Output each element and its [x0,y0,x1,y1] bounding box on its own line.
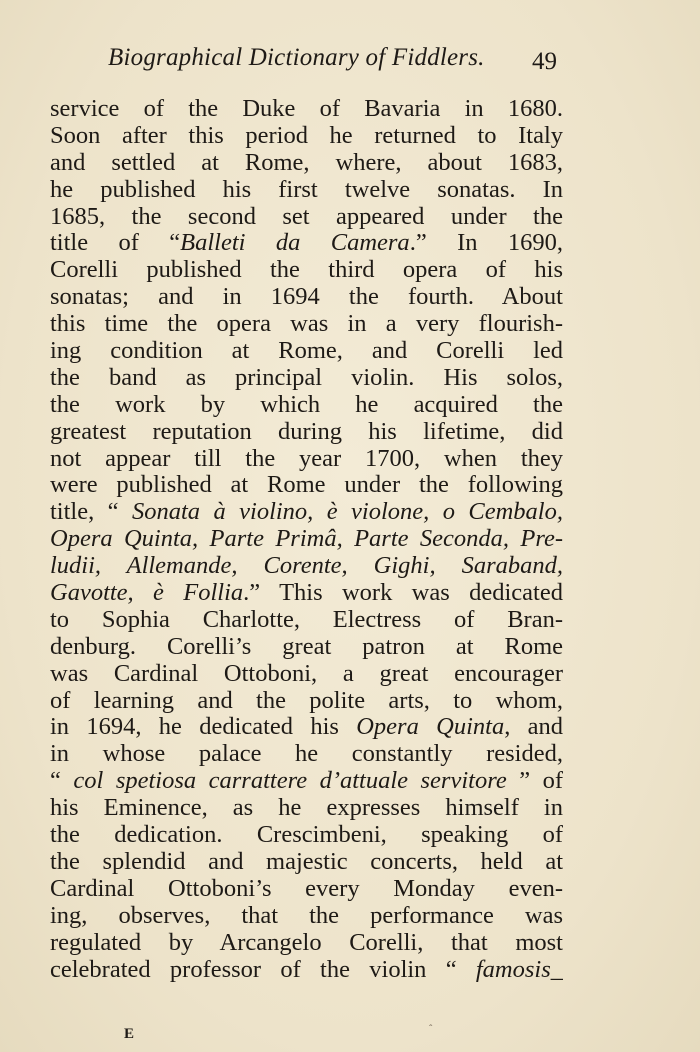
italic-text: Opera Quinta [356,714,505,741]
text-line [50,365,563,392]
roman-text: , and [504,714,563,741]
text-line [50,472,563,499]
roman-text: of learning and the polite arts, to whom, [50,687,563,714]
roman-text: 1685, the second set appeared under the [50,203,563,230]
running-header [0,40,700,80]
text-line [50,903,563,930]
running-title: Biographical Dictionary of Fiddlers. [108,44,485,71]
text-line [50,607,563,634]
text-line [50,392,563,419]
text-line [50,177,563,204]
roman-text: sonatas; and in 1694 the fourth. About [50,284,563,311]
text-line [50,634,563,661]
ink-speck: ˆ [429,1024,433,1035]
text-line [50,957,563,984]
roman-text: not appear till the year 1700, when they [50,445,563,472]
text-line [50,123,563,150]
roman-text: were published at Rome under the following [50,472,563,499]
roman-text: this time the opera was in a very flourish- [50,311,563,338]
roman-text: he published his first twelve sonatas. In [50,176,563,203]
roman-text: the work by which he acquired the [50,391,563,418]
italic-text: famosis_ [475,956,563,983]
text-line [50,661,563,688]
text-line [50,230,563,257]
roman-text: greatest reputation during his lifetime, did [50,418,563,445]
text-line [50,257,563,284]
roman-text: service of the Duke of Bavaria in 1680. [50,96,563,122]
roman-text: ing, observes, that the performance was [50,902,563,929]
text-line [50,768,563,795]
text-line [50,714,563,741]
signature-mark: E [124,1026,136,1042]
roman-text: title, “ [50,499,132,526]
roman-text: denburg. Corelli’s great patron at Rome [50,633,563,660]
italic-text: Opera Quinta, Parte Primâ, Parte Seconda, Pre- [50,526,563,553]
roman-text: the splendid and majestic concerts, held at [50,848,563,875]
text-line [50,311,563,338]
italic-text: Sonata à violino, è violone, o Cembalo, [131,499,563,526]
text-line [50,580,563,607]
page-number: 49 [532,48,557,75]
roman-text: Soon after this period he returned to Italy [50,122,563,149]
text-line [50,150,563,177]
text-line [50,284,563,311]
roman-text: and settled at Rome, where, about 1683, [50,149,563,176]
roman-text: to Sophia Charlotte, Electress of Bran- [50,606,563,633]
roman-text: .” This work was dedicated [243,580,563,607]
text-line [50,419,563,446]
text-line [50,204,563,231]
text-line [50,553,563,580]
roman-text: title of “ [50,230,181,257]
text-line [50,96,563,123]
roman-text: celebrated professor of the violin “ [50,956,476,983]
text-line [50,876,563,903]
text-line [50,849,563,876]
text-line [50,446,563,473]
italic-text: Gavotte, è Follia [50,580,244,607]
roman-text: .” In 1690, [409,230,563,257]
text-line [50,930,563,957]
roman-text: “ [50,768,74,795]
text-line [50,741,563,768]
text-line [50,338,563,365]
roman-text: ” of [506,768,563,795]
roman-text: ing condition at Rome, and Corelli led [50,338,563,365]
italic-text: ludii, Allemande, Corente, Gighi, Saraband, [50,553,563,580]
roman-text: the dedication. Crescimbeni, speaking of [50,822,563,849]
text-line [50,688,563,715]
roman-text: Cardinal Ottoboni’s every Monday even- [50,875,563,902]
roman-text: was Cardinal Ottoboni, a great encourager [50,660,563,687]
text-line [50,822,563,849]
body-text [50,96,563,983]
text-line [50,795,563,822]
roman-text: in whose palace he constantly resided, [50,741,563,768]
roman-text: Corelli published the third opera of his [50,257,563,284]
roman-text: regulated by Arcangelo Corelli, that most [50,929,563,956]
text-line [50,499,563,526]
roman-text: in 1694, he dedicated his [50,714,357,741]
text-line [50,526,563,553]
italic-text: Balleti da Camera [180,230,410,257]
roman-text: his Eminence, as he expresses himself in [50,795,563,822]
roman-text: the band as principal violin. His solos, [50,364,563,391]
italic-text: col spetiosa carrattere d’attuale servitore [73,768,507,795]
